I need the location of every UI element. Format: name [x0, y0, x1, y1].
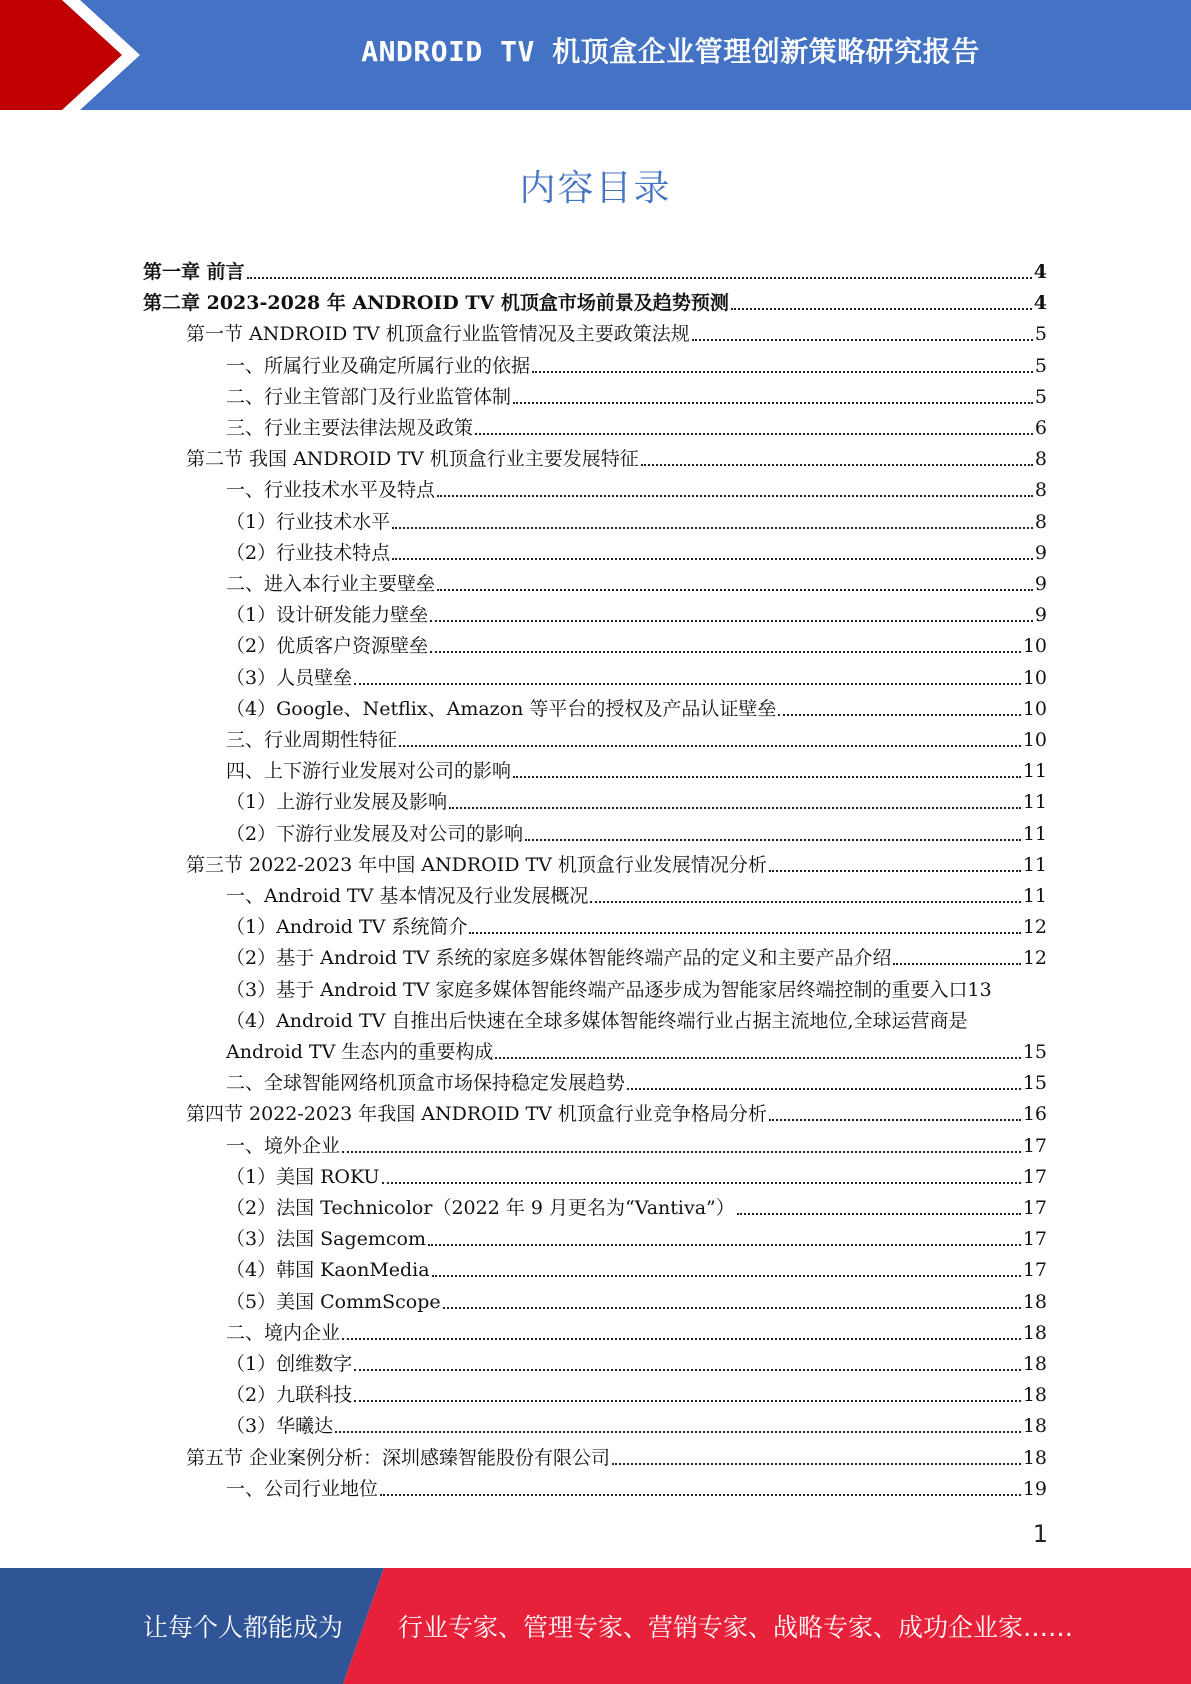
- toc-entry[interactable]: [226, 534, 1047, 565]
- toc-entry-title: （3）人员壁垒: [226, 666, 353, 689]
- toc-entry[interactable]: [226, 1220, 1047, 1251]
- toc-entry-page: 17: [1022, 1259, 1047, 1282]
- toc-leader-dots: [469, 932, 1020, 934]
- toc-leader-dots: [342, 1338, 1021, 1340]
- toc-entry-title: 二、境内企业: [226, 1321, 341, 1344]
- toc-heading: 内容目录: [519, 168, 672, 209]
- toc-entry-title: （2）下游行业发展及对公司的影响: [226, 822, 524, 845]
- toc-entry[interactable]: [186, 1095, 1047, 1126]
- toc-entry[interactable]: [226, 596, 1047, 627]
- toc-entry[interactable]: [226, 1314, 1047, 1345]
- toc-entry-title: 第二章 2023-2028 年 ANDROID TV 机顶盒市场前景及趋势预测: [143, 292, 729, 315]
- toc-entry-title: 一、公司行业地位: [226, 1477, 379, 1500]
- toc-entry-page: 8: [1034, 510, 1047, 533]
- toc-leader-dots: [893, 963, 1020, 965]
- toc-leader-dots: [475, 433, 1033, 435]
- toc-entry-page: 17: [1022, 1228, 1047, 1251]
- toc-entry-title: 二、行业主管部门及行业监管体制: [226, 385, 512, 408]
- toc-leader-dots: [380, 1494, 1021, 1496]
- toc-entry-title: 三、行业周期性特征: [226, 729, 398, 751]
- toc-entry[interactable]: [226, 1407, 1047, 1438]
- toc-leader-dots: [430, 620, 1033, 622]
- toc-entry[interactable]: [226, 659, 1047, 690]
- toc-entry-page: 10: [1022, 666, 1047, 689]
- toc-entry-page: 16: [1022, 1103, 1047, 1126]
- toc-leader-dots: [437, 589, 1033, 591]
- toc-entry-page: 8: [1034, 448, 1047, 471]
- toc-entry[interactable]: [226, 503, 1047, 534]
- toc-entry[interactable]: [226, 565, 1047, 596]
- toc-entry[interactable]: [226, 908, 1047, 939]
- toc-entry-title: （2）优质客户资源壁垒: [226, 635, 429, 658]
- toc-entry-title: Android TV 生态内的重要构成: [226, 1041, 494, 1063]
- toc-leader-dots: [443, 1307, 1021, 1309]
- toc-entry-page: 15: [1022, 1041, 1047, 1063]
- toc-entry-title: （5）美国 CommScope: [226, 1290, 441, 1313]
- toc-entry-page: 11: [1022, 760, 1047, 783]
- toc-leader-dots: [737, 1213, 1021, 1215]
- toc-entry-page: 12: [1022, 916, 1047, 939]
- toc-leader-dots: [692, 339, 1033, 341]
- toc-entry[interactable]: [186, 440, 1047, 471]
- toc-entry-title: （2）基于 Android TV 系统的家庭多媒体智能终端产品的定义和主要产品介绍: [226, 947, 892, 970]
- toc-entry[interactable]: [186, 315, 1047, 346]
- toc-entry-page: 6: [1034, 417, 1047, 439]
- toc-entry-page: 19: [1022, 1477, 1047, 1500]
- toc-entry-title: 第二节 我国 ANDROID TV 机顶盒行业主要发展特征: [186, 448, 639, 471]
- toc-entry[interactable]: [226, 471, 1047, 502]
- toc-entry[interactable]: [226, 690, 1047, 721]
- toc-entry-title: 一、境外企业: [226, 1134, 341, 1157]
- toc-entry-title: 三、行业主要法律法规及政策: [226, 417, 474, 439]
- toc-entry[interactable]: [226, 1002, 967, 1033]
- toc-leader-dots: [525, 839, 1021, 841]
- toc-leader-dots: [731, 308, 1032, 310]
- toc-entry-page: 18: [1022, 1384, 1047, 1407]
- toc-entry[interactable]: [226, 1470, 1047, 1501]
- toc-entry[interactable]: [226, 783, 1047, 814]
- toc-leader-dots: [449, 807, 1021, 809]
- toc-entry-title: （4）Google、Netflix、Amazon 等平台的授权及产品认证壁垒: [226, 697, 777, 720]
- toc-leader-dots: [513, 776, 1021, 778]
- toc-entry[interactable]: [226, 409, 1047, 440]
- toc-entry-title: 第五节 企业案例分析：深圳感臻智能股份有限公司: [186, 1446, 611, 1469]
- toc-entry[interactable]: [226, 1251, 1047, 1282]
- toc-entry-title: （2）行业技术特点: [226, 541, 391, 564]
- toc-leader-dots: [627, 1088, 1021, 1090]
- footer-slogan-right: 行业专家、管理专家、营销专家、战略专家、成功企业家……: [398, 1613, 1074, 1642]
- toc-entry-page: 17: [1022, 1165, 1047, 1188]
- toc-entry-page: 17: [1022, 1197, 1047, 1219]
- toc-entry[interactable]: [226, 971, 992, 1002]
- toc-entry-title: （3）基于 Android TV 家庭多媒体智能终端产品逐步成为智能家居终端控制的重要入口: [226, 978, 968, 1001]
- toc-entry-page: 8: [1034, 479, 1047, 502]
- toc-leader-dots: [532, 371, 1033, 373]
- toc-entry-page: 5: [1034, 385, 1047, 408]
- toc-leader-dots: [354, 1400, 1021, 1402]
- toc-entry-title: （1）美国 ROKU: [226, 1165, 380, 1188]
- toc-entry-page: 18: [1022, 1446, 1047, 1469]
- toc-entry-page: 18: [1022, 1290, 1047, 1313]
- toc-entry-title: （1）上游行业发展及影响: [226, 791, 448, 814]
- toc-entry-title: （1）Android TV 系统简介: [226, 916, 468, 939]
- toc-entry[interactable]: [226, 939, 1047, 970]
- toc-entry-title: 第一章 前言: [143, 261, 245, 283]
- toc-entry-title: 二、进入本行业主要壁垒: [226, 573, 436, 595]
- toc-entry-title: 一、行业技术水平及特点: [226, 479, 436, 502]
- toc-entry-title: 一、Android TV 基本情况及行业发展概况: [226, 885, 589, 907]
- toc-entry[interactable]: [226, 378, 1047, 409]
- toc-entry-title: （4）Android TV 自推出后快速在全球多媒体智能终端行业占据主流地位,全球运营商是: [226, 1009, 968, 1032]
- toc-entry-page: 17: [1022, 1134, 1047, 1157]
- toc-entry[interactable]: [226, 1127, 1047, 1158]
- toc-entry[interactable]: [226, 752, 1047, 783]
- toc-entry-page: 4: [1033, 261, 1047, 283]
- toc-entry[interactable]: [226, 1376, 1047, 1407]
- toc-leader-dots: [641, 464, 1033, 466]
- page-number: 1: [1032, 1520, 1048, 1548]
- toc-entry[interactable]: [226, 627, 1047, 658]
- toc-entry-title: 二、全球智能网络机顶盒市场保持稳定发展趋势: [226, 1072, 626, 1095]
- toc-leader-dots: [769, 1119, 1021, 1121]
- toc-entry[interactable]: [226, 1345, 1047, 1376]
- toc-entry-title: （1）创维数字: [226, 1353, 353, 1375]
- toc-entry-title: （1）行业技术水平: [226, 510, 391, 533]
- toc-leader-dots: [769, 870, 1021, 872]
- toc-leader-dots: [428, 1244, 1021, 1246]
- toc-leader-dots: [382, 1182, 1021, 1184]
- toc-entry-page: 11: [1022, 885, 1047, 907]
- toc-entry[interactable]: [226, 1189, 1047, 1220]
- toc-entry[interactable]: [143, 284, 1047, 315]
- toc-entry-title: 四、上下游行业发展对公司的影响: [226, 760, 512, 783]
- toc-entry-page: 13: [967, 978, 992, 1001]
- toc-leader-dots: [590, 901, 1020, 903]
- toc-leader-dots: [354, 683, 1021, 685]
- toc-leader-dots: [342, 1151, 1021, 1153]
- toc-leader-dots: [430, 651, 1021, 653]
- header-band: [0, 0, 1191, 110]
- toc-entry-page: 9: [1034, 573, 1047, 595]
- toc-leader-dots: [513, 402, 1033, 404]
- toc-entry[interactable]: [226, 1064, 1047, 1095]
- toc-entry[interactable]: [226, 347, 1047, 378]
- toc-entry-title: 一、所属行业及确定所属行业的依据: [226, 354, 531, 377]
- toc-entry-page: 4: [1033, 292, 1047, 315]
- footer-slogan-left: 让每个人都能成为: [143, 1613, 344, 1642]
- toc-entry[interactable]: [143, 253, 1047, 284]
- toc-entry-page: 11: [1022, 853, 1047, 876]
- toc-entry-title: （3）华曦达: [226, 1415, 334, 1438]
- report-title: ANDROID TV 机顶盒企业管理创新策略研究报告: [361, 35, 980, 68]
- toc-entry[interactable]: [226, 815, 1047, 846]
- toc-entry[interactable]: [186, 846, 1047, 877]
- toc-entry[interactable]: [226, 1158, 1047, 1189]
- toc-entry-page: 5: [1034, 323, 1047, 346]
- toc-entry-page: 9: [1034, 604, 1047, 627]
- toc-leader-dots: [778, 714, 1020, 716]
- toc-entry-page: 9: [1034, 541, 1047, 564]
- toc-entry-title: 第四节 2022-2023 年我国 ANDROID TV 机顶盒行业竞争格局分析: [186, 1103, 767, 1126]
- toc-leader-dots: [247, 277, 1032, 279]
- toc-entry-title: （2）法国 Technicolor（2022 年 9 月更名为“Vantiva”）: [226, 1197, 735, 1219]
- toc-leader-dots: [432, 1275, 1021, 1277]
- toc-entry[interactable]: [226, 1033, 1047, 1064]
- toc-entry[interactable]: [186, 1439, 1047, 1470]
- toc-entry-page: 18: [1022, 1321, 1047, 1344]
- toc-entry-page: 15: [1022, 1072, 1047, 1095]
- toc-entry-page: 11: [1022, 822, 1047, 845]
- red-chevron-decoration: [0, 0, 150, 110]
- toc-entry-title: 第一节 ANDROID TV 机顶盒行业监管情况及主要政策法规: [186, 323, 690, 346]
- toc-entry-page: 10: [1022, 729, 1047, 751]
- toc-entry-title: 第三节 2022-2023 年中国 ANDROID TV 机顶盒行业发展情况分析: [186, 853, 767, 876]
- toc-leader-dots: [495, 1057, 1020, 1059]
- toc-leader-dots: [335, 1431, 1021, 1433]
- toc-entry-page: 11: [1022, 791, 1047, 814]
- toc-leader-dots: [392, 558, 1033, 560]
- toc-leader-dots: [437, 495, 1033, 497]
- toc-entry[interactable]: [226, 721, 1047, 752]
- toc-entry-title: （2）九联科技: [226, 1384, 353, 1407]
- toc-entry-title: （1）设计研发能力壁垒: [226, 604, 429, 627]
- toc-entry-page: 5: [1034, 354, 1047, 377]
- toc-leader-dots: [399, 745, 1021, 747]
- footer-band: [0, 1568, 1191, 1684]
- toc-entry-page: 18: [1022, 1415, 1047, 1438]
- toc-entry-page: 10: [1022, 635, 1047, 658]
- toc-entry[interactable]: [226, 877, 1047, 908]
- toc-entry-page: 12: [1022, 947, 1047, 970]
- toc-leader-dots: [392, 527, 1033, 529]
- toc-entry-page: 10: [1022, 697, 1047, 720]
- toc-leader-dots: [612, 1463, 1021, 1465]
- toc-entry[interactable]: [226, 1283, 1047, 1314]
- toc-entry-title: （4）韩国 KaonMedia: [226, 1259, 430, 1282]
- toc-leader-dots: [354, 1369, 1021, 1371]
- toc-entry-page: 18: [1022, 1353, 1047, 1375]
- toc-entry-title: （3）法国 Sagemcom: [226, 1228, 426, 1251]
